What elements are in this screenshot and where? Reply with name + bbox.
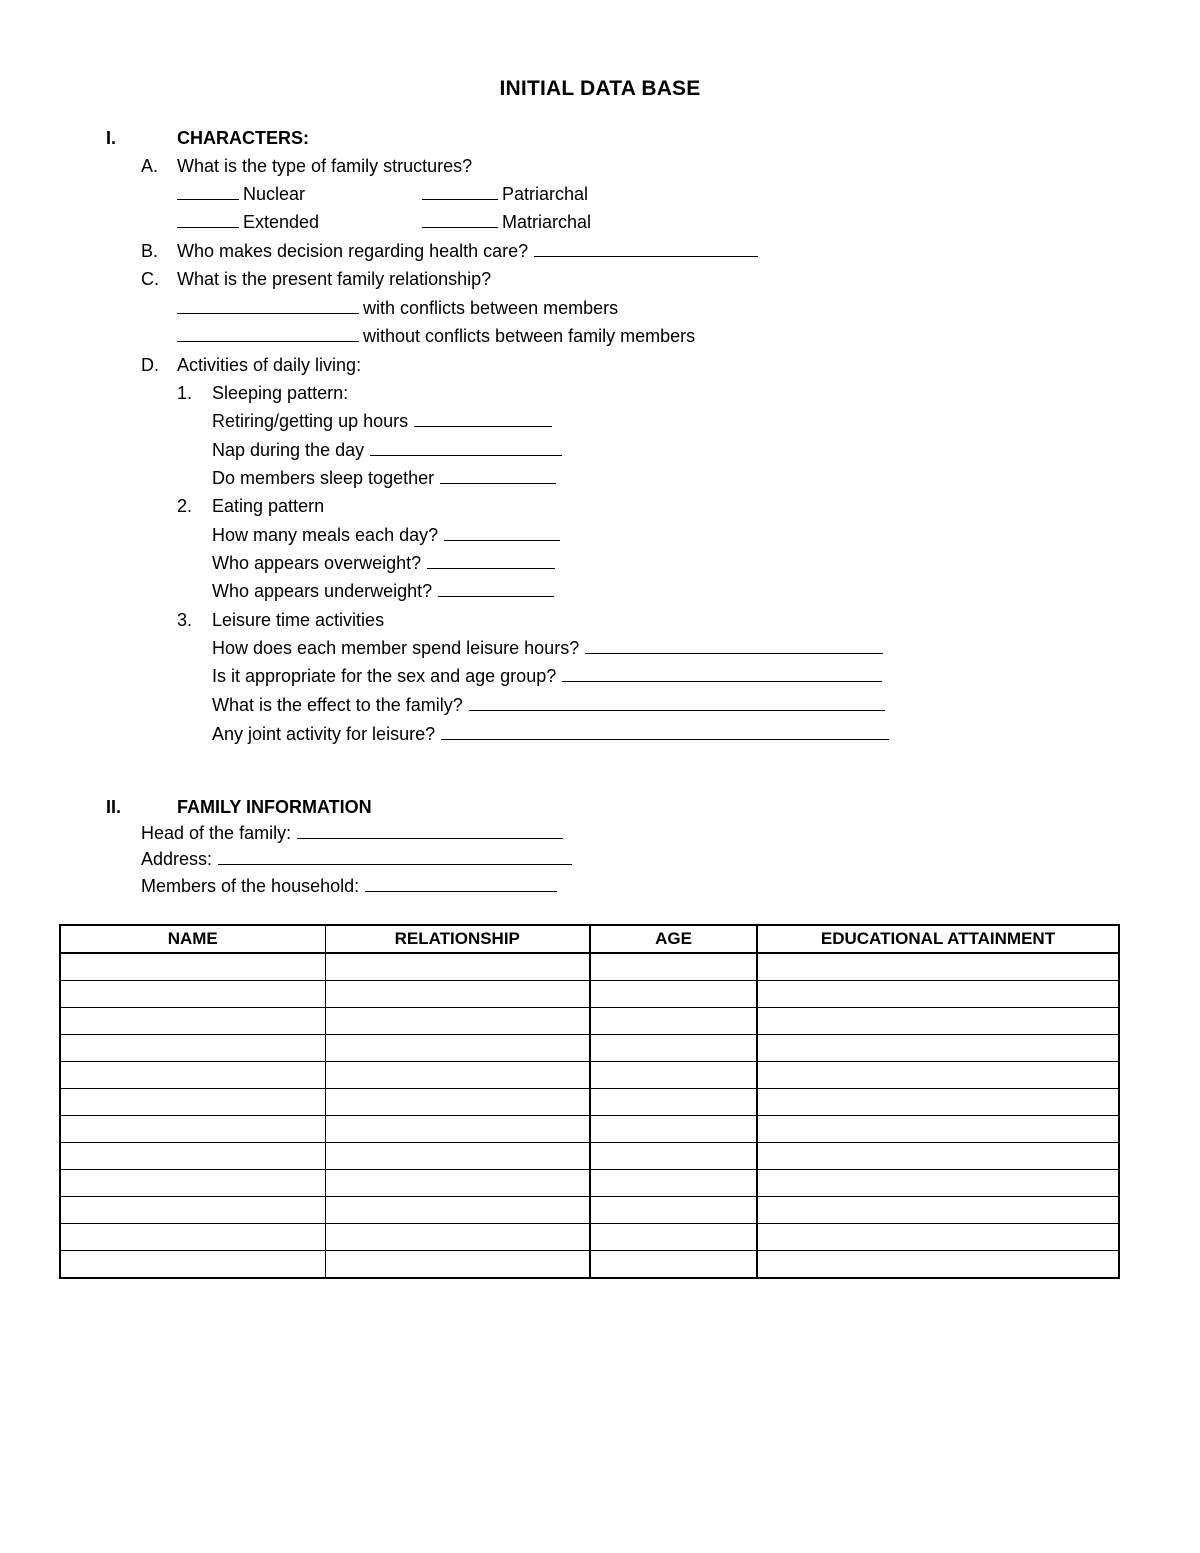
table-row [60, 1197, 1119, 1224]
question-row [212, 552, 555, 574]
cell-name[interactable] [60, 1251, 325, 1279]
cell-name[interactable] [60, 1062, 325, 1089]
page-title: INITIAL DATA BASE [499, 77, 701, 100]
checkbox-blank[interactable] [422, 183, 498, 200]
cell-educational-attainment[interactable] [757, 1197, 1119, 1224]
option-without-conflicts[interactable] [177, 325, 695, 347]
question-row [212, 665, 882, 687]
question-label: Who appears underweight? [212, 581, 433, 601]
table-row [60, 1062, 1119, 1089]
option-matriarchal[interactable] [422, 211, 591, 233]
question-label: What is the effect to the family? [212, 695, 463, 715]
sub-3-number: 3. [177, 610, 193, 630]
sub-2-label: Eating pattern [212, 496, 325, 516]
section-1-numeral: I. [106, 128, 117, 148]
cell-age[interactable] [590, 1035, 757, 1062]
cell-name[interactable] [60, 1089, 325, 1116]
question-row [212, 694, 885, 716]
table-row [60, 1143, 1119, 1170]
table-row [60, 1008, 1119, 1035]
question-row [212, 410, 552, 432]
question-label: How many meals each day? [212, 525, 439, 545]
cell-age[interactable] [590, 1197, 757, 1224]
checkbox-blank[interactable] [177, 183, 239, 200]
question-label: Is it appropriate for the sex and age group? [212, 666, 557, 686]
table-row [60, 1035, 1119, 1062]
cell-relationship[interactable] [325, 1170, 590, 1197]
sub-2-number: 2. [177, 496, 193, 516]
cell-age[interactable] [590, 981, 757, 1008]
table-row [60, 1116, 1119, 1143]
cell-educational-attainment[interactable] [757, 1143, 1119, 1170]
answer-field[interactable] [427, 552, 555, 569]
question-row [212, 723, 889, 745]
item-b-question: Who makes decision regarding health care? [177, 241, 529, 261]
cell-name[interactable] [60, 1170, 325, 1197]
answer-field[interactable] [469, 694, 885, 711]
question-label: Who appears overweight? [212, 553, 422, 573]
table-body [60, 953, 1119, 1278]
checkbox-blank[interactable] [422, 211, 498, 228]
item-d-letter: D. [141, 355, 159, 375]
section-2-heading: FAMILY INFORMATION [177, 797, 372, 817]
question-row [212, 580, 554, 602]
item-d-question: Activities of daily living: [177, 355, 362, 375]
members-count-field[interactable] [365, 875, 557, 892]
cell-name[interactable] [60, 1008, 325, 1035]
option-extended[interactable] [177, 211, 319, 233]
head-of-family-field[interactable] [297, 822, 563, 839]
question-row [212, 637, 883, 659]
cell-name[interactable] [60, 1197, 325, 1224]
cell-age[interactable] [590, 1143, 757, 1170]
household-members-table [59, 924, 1120, 1279]
cell-relationship[interactable] [325, 981, 590, 1008]
cell-relationship[interactable] [325, 1224, 590, 1251]
question-label: Nap during the day [212, 440, 365, 460]
option-label: without conflicts between family members [363, 326, 696, 346]
cell-relationship[interactable] [325, 1197, 590, 1224]
table-header-row [60, 925, 1119, 953]
option-patriarchal[interactable] [422, 183, 588, 205]
cell-name[interactable] [60, 1035, 325, 1062]
field-label: Head of the family: [141, 823, 292, 843]
field-label: Address: [141, 849, 213, 869]
column-header-age: AGE [590, 925, 757, 953]
answer-field[interactable] [414, 410, 552, 427]
cell-age[interactable] [590, 1170, 757, 1197]
cell-name[interactable] [60, 1224, 325, 1251]
item-a-letter: A. [141, 156, 159, 176]
decision-maker-field[interactable] [534, 240, 758, 257]
cell-educational-attainment[interactable] [757, 1251, 1119, 1279]
section-1-heading: CHARACTERS: [177, 128, 309, 148]
checkbox-blank[interactable] [177, 325, 359, 342]
cell-relationship[interactable] [325, 1008, 590, 1035]
answer-field[interactable] [444, 524, 560, 541]
question-row [212, 524, 560, 546]
option-label: with conflicts between members [363, 298, 619, 318]
option-nuclear[interactable] [177, 183, 305, 205]
members-row [141, 875, 557, 897]
cell-relationship[interactable] [325, 1251, 590, 1279]
cell-educational-attainment[interactable] [757, 1062, 1119, 1089]
cell-relationship[interactable] [325, 1089, 590, 1116]
table-row [60, 1251, 1119, 1279]
cell-age[interactable] [590, 1008, 757, 1035]
answer-field[interactable] [441, 723, 889, 740]
question-row [212, 467, 556, 489]
cell-relationship[interactable] [325, 1143, 590, 1170]
cell-age[interactable] [590, 1116, 757, 1143]
cell-educational-attainment[interactable] [757, 1224, 1119, 1251]
cell-educational-attainment[interactable] [757, 1089, 1119, 1116]
cell-name[interactable] [60, 1116, 325, 1143]
sub-1-label: Sleeping pattern: [212, 383, 349, 403]
item-c-letter: C. [141, 269, 159, 289]
question-row [212, 439, 562, 461]
cell-age[interactable] [590, 953, 757, 981]
cell-educational-attainment[interactable] [757, 1035, 1119, 1062]
table-row [60, 1170, 1119, 1197]
answer-field[interactable] [585, 637, 883, 654]
option-label: Nuclear [243, 184, 306, 204]
cell-name[interactable] [60, 1143, 325, 1170]
option-label: Matriarchal [502, 212, 592, 232]
checkbox-blank[interactable] [177, 211, 239, 228]
head-of-family-row [141, 822, 563, 844]
item-b-letter: B. [141, 241, 159, 261]
answer-field[interactable] [438, 580, 554, 597]
cell-relationship[interactable] [325, 1035, 590, 1062]
cell-educational-attainment[interactable] [757, 1170, 1119, 1197]
table-row [60, 1224, 1119, 1251]
table-row [60, 953, 1119, 981]
cell-age[interactable] [590, 1089, 757, 1116]
table-row [60, 981, 1119, 1008]
item-c-question: What is the present family relationship? [177, 269, 492, 289]
question-label: Any joint activity for leisure? [212, 724, 436, 744]
cell-educational-attainment[interactable] [757, 1116, 1119, 1143]
question-label: Retiring/getting up hours [212, 411, 409, 431]
column-header-relationship: RELATIONSHIP [325, 925, 590, 953]
item-a-question: What is the type of family structures? [177, 156, 473, 176]
sub-3-label: Leisure time activities [212, 610, 385, 630]
address-row [141, 848, 572, 870]
checkbox-blank[interactable] [177, 297, 359, 314]
cell-educational-attainment[interactable] [757, 953, 1119, 981]
column-header-educational-attainment: EDUCATIONAL ATTAINMENT [757, 925, 1119, 953]
section-2-numeral: II. [106, 797, 122, 817]
option-with-conflicts[interactable] [177, 297, 618, 319]
option-label: Extended [243, 212, 320, 232]
cell-educational-attainment[interactable] [757, 981, 1119, 1008]
cell-relationship[interactable] [325, 1116, 590, 1143]
answer-field[interactable] [562, 665, 882, 682]
cell-relationship[interactable] [325, 953, 590, 981]
field-label: Members of the household: [141, 876, 360, 896]
question-label: Do members sleep together [212, 468, 435, 488]
answer-field[interactable] [440, 467, 556, 484]
cell-age[interactable] [590, 1224, 757, 1251]
table-row [60, 1089, 1119, 1116]
item-b-row [177, 240, 758, 262]
cell-age[interactable] [590, 1251, 757, 1279]
answer-field[interactable] [370, 439, 562, 456]
cell-relationship[interactable] [325, 1062, 590, 1089]
question-label: How does each member spend leisure hours? [212, 638, 580, 658]
address-field[interactable] [218, 848, 572, 865]
sub-1-number: 1. [177, 383, 193, 403]
option-label: Patriarchal [502, 184, 589, 204]
cell-name[interactable] [60, 981, 325, 1008]
column-header-name: NAME [60, 925, 325, 953]
cell-age[interactable] [590, 1062, 757, 1089]
cell-educational-attainment[interactable] [757, 1008, 1119, 1035]
cell-name[interactable] [60, 953, 325, 981]
